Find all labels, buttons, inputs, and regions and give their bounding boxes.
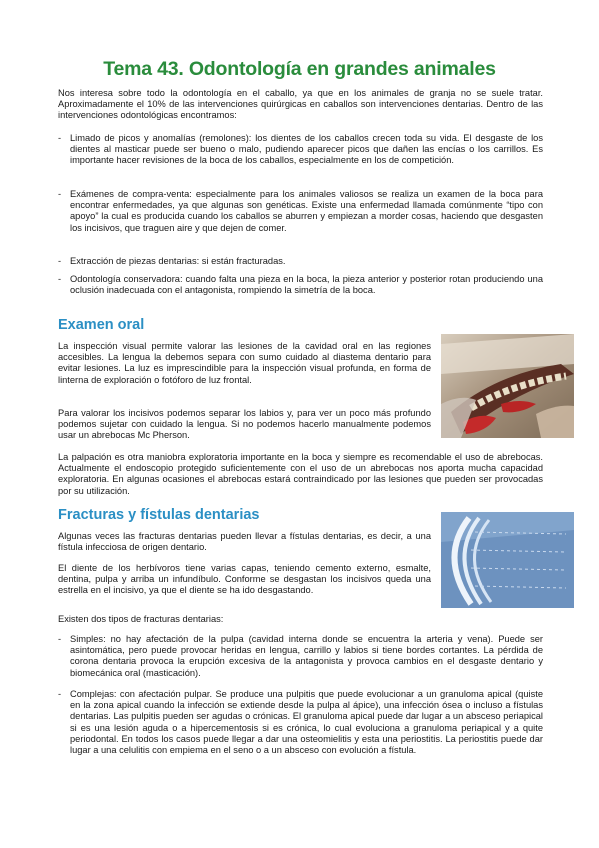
section-paragraph: El diente de los herbívoros tiene varias capas, teniendo cemento externo, esmalte, dentina, pulpa y arriba un infundíbulo. Conforme se desgastan los incisivos queda una estrella en el incisivo, ya que el diente se ha ido desgastando.	[58, 563, 431, 596]
section-heading-fracturas: Fracturas y fístulas dentarias	[58, 507, 260, 523]
section-paragraph: La inspección visual permite valorar las lesiones de la cavidad oral en las regiones accesibles. La lengua la debemos separa con sumo cuidado al diastema dentario para evitar lesiones. La luz es imprescindible para la inspección visual profunda, en forma de linterna de exploración o fotóforo de luz frontal.	[58, 341, 431, 385]
section-paragraph: Para valorar los incisivos podemos separar los labios y, para ver un poco más profundo podemos sujetar con cuidado la lengua. Si no podemos hacerlo manualmente podemos usar un abrebocas Mc Pherson.	[58, 408, 431, 441]
list-item: Simples: no hay afectación de la pulpa (cavidad interna donde se encuentra la arteria y vena). Puede ser asintomática, pero puede provocar heridas en lengua, carrillo y labios si tiene bordes cortantes. La pérdida de corona dentaria provoca la erupción excesiva de la antagonista y provoca cambios en el desgaste dentario y biomecánica oral (masticación).	[70, 634, 543, 678]
section-paragraph: La palpación es otra maniobra exploratoria importante en la boca y siempre es recomendable el uso de abrebocas. Actualmente el endoscopio protegido suficientemente con el uso de un abrebocas nos aporta mucha capacidad exploratoria. En algunas ocasiones el abrebocas estará contraindicado por las lesiones que pueden ser provocadas por su utilización.	[58, 452, 543, 496]
section-paragraph: Existen dos tipos de fracturas dentarias:	[58, 614, 224, 624]
list-bullet: -	[58, 274, 62, 284]
list-item: Limado de picos y anomalías (remolones): los dientes de los caballos crecen toda su vida. El desgaste de los dientes al masticar puede ser bueno o malo, pudiendo aparecer picos que dañen las encías o los carrillos. Es importante hacer revisiones de la boca de los caballos, especialmente en los de competición.	[70, 133, 543, 166]
section-heading-examen-oral: Examen oral	[58, 317, 145, 333]
list-bullet: -	[58, 689, 62, 699]
list-bullet: -	[58, 133, 62, 143]
list-bullet: -	[58, 189, 62, 199]
list-bullet: -	[58, 634, 62, 644]
dental-radiograph-image	[441, 512, 574, 608]
list-item: Complejas: con afectación pulpar. Se produce una pulpitis que puede evolucionar a un granuloma apical (quiste en la zona apical cuando la infección se extiende desde la pulpa al ápice), una infección ósea o incluso a fístulas dentarias. Las pulpitis pueden ser agudas o crónicas. El granuloma apical puede dar lugar a un absceso periapical si es una lesión aguda o a hipercementosis si es crónica, lo cual evoluciona a granuloma periapical y a quite periodontal. En todos los casos puede llegar a dar una osteomielitis y esta una periostitis. La periostitis puede dar lugar a una celulitis con empiema en el seno o a un absceso con evolución a fístula.	[70, 689, 543, 756]
list-item: Odontología conservadora: cuando falta una pieza en la boca, la pieza anterior y posterior rotan produciendo una oclusión inadecuada con el antagonista, rompiendo la simetría de la boca.	[70, 274, 543, 296]
page-title: Tema 43. Odontología en grandes animales	[103, 58, 496, 80]
list-bullet: -	[58, 256, 62, 266]
horse-mouth-photo	[441, 334, 574, 438]
section-paragraph: Algunas veces las fracturas dentarias pueden llevar a fístulas dentarias, es decir, a una fístula infecciosa de origen dentario.	[58, 531, 431, 553]
intro-paragraph: Nos interesa sobre todo la odontología en el caballo, ya que en los animales de granja no se suele tratar. Aproximadamente el 10% de las intervenciones quirúrgicas en caballos son intervenciones dentarias. Dentro de las intervenciones odontológicas encontramos:	[58, 88, 543, 121]
list-item: Extracción de piezas dentarias: si están fracturadas.	[70, 256, 286, 266]
list-item: Exámenes de compra-venta: especialmente para los animales valiosos se realiza un examen de la boca para encontrar enfermedades, ya que algunas son genéticas. Existe una enfermedad llamada comúnmente “tipo con apoyo” la cual es producida cuando los caballos se aburren y empiezan a morder cosas, haciendo que desgasten los incisivos, que traguen aire y que dejen de comer.	[70, 189, 543, 233]
